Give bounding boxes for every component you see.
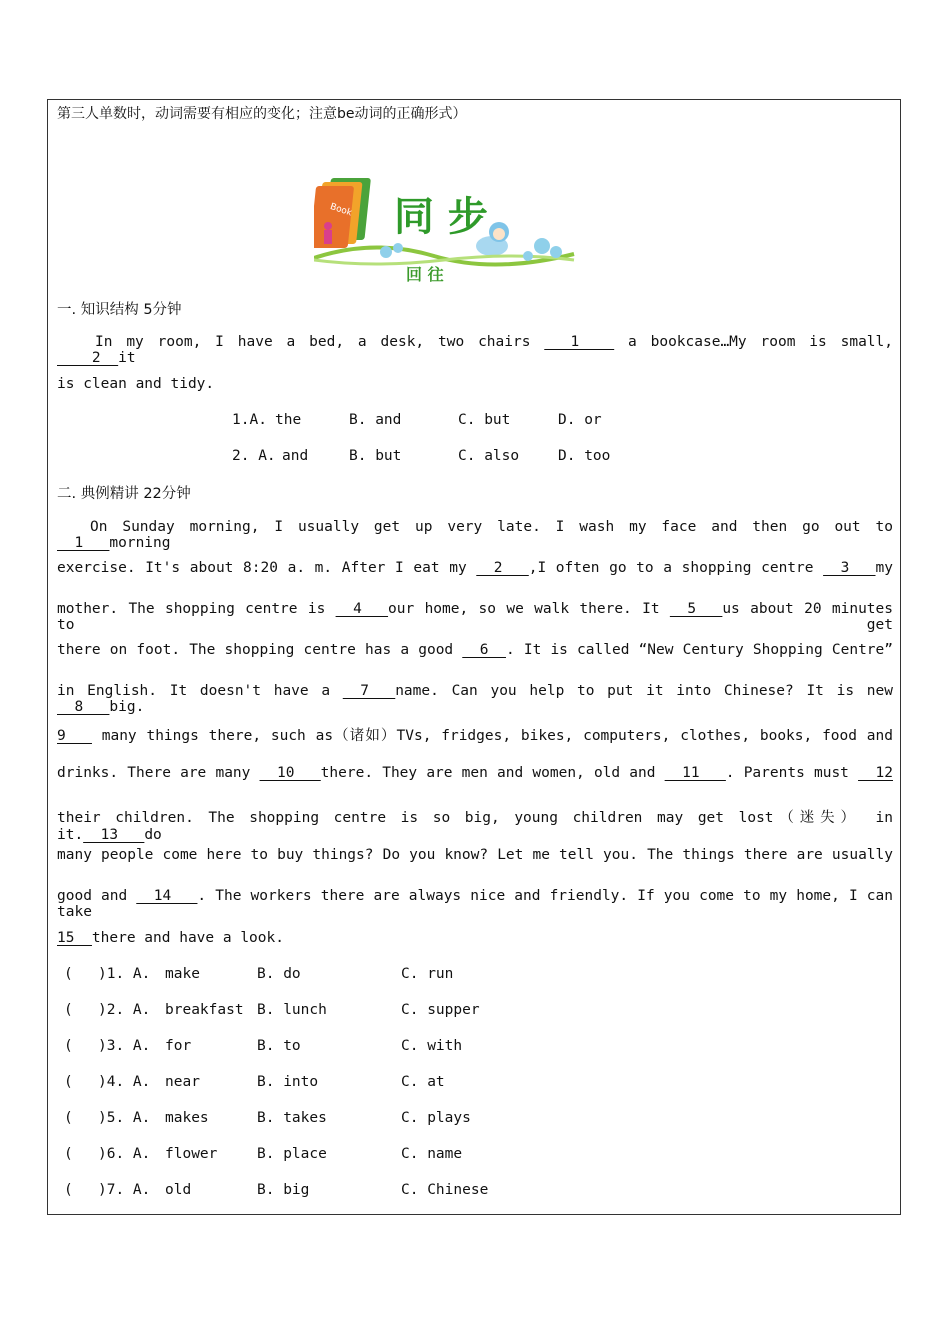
sync-logo bbox=[314, 168, 584, 286]
option-c: C. Chinese bbox=[401, 1182, 489, 1198]
blank-1: __1___ bbox=[57, 535, 110, 551]
option-num: )5. A. bbox=[98, 1110, 151, 1126]
option-a: breakfast bbox=[165, 1002, 244, 1018]
option-a: flower bbox=[165, 1146, 218, 1162]
blank-5: __5___ bbox=[669, 601, 723, 617]
blank-8: __8___ bbox=[57, 699, 110, 715]
option-c: C. with bbox=[401, 1038, 463, 1054]
blank-4: __4___ bbox=[335, 601, 389, 617]
option-a: for bbox=[165, 1038, 192, 1054]
section1-passage-line: is clean and tidy. bbox=[57, 376, 215, 392]
option-b: B. place bbox=[257, 1146, 327, 1162]
option-c: C. at bbox=[401, 1074, 445, 1090]
option-paren: ( bbox=[64, 1110, 73, 1126]
logo-main-text: 同 步 bbox=[394, 194, 488, 240]
blank-7: __7___ bbox=[342, 683, 396, 699]
option-paren: ( bbox=[64, 1038, 73, 1054]
option-paren: ( bbox=[64, 1074, 73, 1090]
option-a: make bbox=[165, 966, 200, 982]
blank-12: __12 bbox=[858, 765, 893, 781]
blank-11: __11___ bbox=[664, 765, 726, 781]
passage-line: there on foot. The shopping centre has a good __6__. It is called “New Century Shopping Centre” bbox=[57, 642, 893, 658]
option-paren: ( bbox=[64, 1146, 73, 1162]
option-num: )2. A. bbox=[98, 1002, 151, 1018]
blank-6: __6__ bbox=[462, 642, 506, 658]
option-b: B. to bbox=[257, 1038, 301, 1054]
blank-13: __13___ bbox=[83, 827, 145, 843]
option-paren: ( bbox=[64, 966, 73, 982]
option-num: )7. A. bbox=[98, 1182, 151, 1198]
passage-line: many people come here to buy things? Do you know? Let me tell you. The things there are usually bbox=[57, 847, 893, 863]
option-num: )6. A. bbox=[98, 1146, 151, 1162]
passage-line: drinks. There are many __10___there. They are men and women, old and __11___. Parents must __12 bbox=[57, 765, 893, 781]
content-frame: 第三人单数时，动词需要有相应的变化；注意be动词的正确形式） Book 同 步 回 往 一. 知识结构 5分钟 In my room, I have a bed, a desk, two chairs ___1____ a bookcase…My room is small, ____2__it is clean and tidy. 1.A. the B. and C. but D. or 2. A. and B. but C. also D. too 二. 典例精讲 22分钟 On Sunday morning, I usually get up very late. I wash my face and then go out to __1___morning exercise. It's about 8:20 a. m. After I eat my __2___,I often go to a shopping centre __3___my mother. The shopping centre is __4___our home, so we walk there. It __5___us about 20 minutes to get there on foot. The shopping centre has a good __6__. It is called “New Century Shopping Centre” in English. It doesn't have a __7___name. Can you help to put it into Chinese? It is new __8___big. 9___ many things there, such as（诸如）TVs, fridges, bikes, computers, clothes, books, food and drinks. There are many __10___there. They are men and women, old and __11___. Parents must __12 their children. The shopping centre is so big, young children may get lost（迷失） in it.__13___do many people come here to buy things? Do you know? Let me tell you. The things there are usually good and __14___. The workers there are always nice and friendly. If you come to my home, I can take 15__there and have a look. ( )1. A. make B. do C. run ( )2. A. breakfast B. lunch C. supper ( )3. A. for B. to C. with ( )4. A. near B. into C. at ( )5. A. makes B. takes C. plays ( )6. A. flower B. place C. name ( )7. A. old B. big C. Chinese bbox=[47, 99, 901, 1215]
option-b: B. big bbox=[257, 1182, 310, 1198]
option-num: )4. A. bbox=[98, 1074, 151, 1090]
option-c: C. name bbox=[401, 1146, 463, 1162]
option-num: )3. A. bbox=[98, 1038, 151, 1054]
option-num: )1. A. bbox=[98, 966, 151, 982]
section2-heading: 二. 典例精讲 22分钟 bbox=[57, 486, 191, 502]
blank-2: ____2__ bbox=[57, 350, 119, 366]
logo-sub-text: 回 往 bbox=[406, 265, 444, 284]
blank-3: __3___ bbox=[823, 560, 876, 576]
section1-heading: 一. 知识结构 5分钟 bbox=[57, 302, 182, 318]
option-a: near bbox=[165, 1074, 200, 1090]
option-b: B. into bbox=[257, 1074, 319, 1090]
option-paren: ( bbox=[64, 1182, 73, 1198]
passage-line: their children. The shopping centre is so big, young children may get lost（迷失） in it.__13___do bbox=[57, 810, 893, 843]
section1-passage-line: In my room, I have a bed, a desk, two chairs ___1____ a bookcase…My room is small, ____2__it bbox=[57, 334, 893, 366]
option-b: B. do bbox=[257, 966, 301, 982]
option-b: B. lunch bbox=[257, 1002, 327, 1018]
blank-9: 9___ bbox=[57, 728, 92, 744]
option-b: B. takes bbox=[257, 1110, 327, 1126]
blank-2: __2___ bbox=[476, 560, 529, 576]
option-c: C. plays bbox=[401, 1110, 471, 1126]
svg-text:Book: Book bbox=[328, 202, 354, 219]
intro-line: 第三人单数时，动词需要有相应的变化；注意be动词的正确形式） bbox=[57, 106, 467, 122]
option-a: makes bbox=[165, 1110, 209, 1126]
passage-line: 9___ many things there, such as（诸如）TVs, fridges, bikes, computers, clothes, books, food and bbox=[57, 728, 893, 744]
passage-line: in English. It doesn't have a __7___name. Can you help to put it into Chinese? It is new __8___big. bbox=[57, 683, 893, 715]
option-a: old bbox=[165, 1182, 192, 1198]
passage-line: exercise. It's about 8:20 a. m. After I eat my __2___,I often go to a shopping centre __3___my bbox=[57, 560, 893, 576]
blank-14: __14___ bbox=[136, 888, 198, 904]
option-paren: ( bbox=[64, 1002, 73, 1018]
option-c: C. run bbox=[401, 966, 454, 982]
blank-1: ___1____ bbox=[544, 334, 615, 350]
passage-line: mother. The shopping centre is __4___our home, so we walk there. It __5___us about 20 minutes to get bbox=[57, 601, 893, 633]
passage-line: good and __14___. The workers there are always nice and friendly. If you come to my home, I can take bbox=[57, 888, 893, 920]
option-c: C. supper bbox=[401, 1002, 480, 1018]
blank-15: 15__ bbox=[57, 930, 92, 946]
passage-line: 15__there and have a look. bbox=[57, 930, 284, 946]
passage-line: On Sunday morning, I usually get up very late. I wash my face and then go out to __1___morning bbox=[57, 519, 893, 551]
blank-10: __10___ bbox=[259, 765, 321, 781]
book-icon bbox=[314, 178, 371, 248]
